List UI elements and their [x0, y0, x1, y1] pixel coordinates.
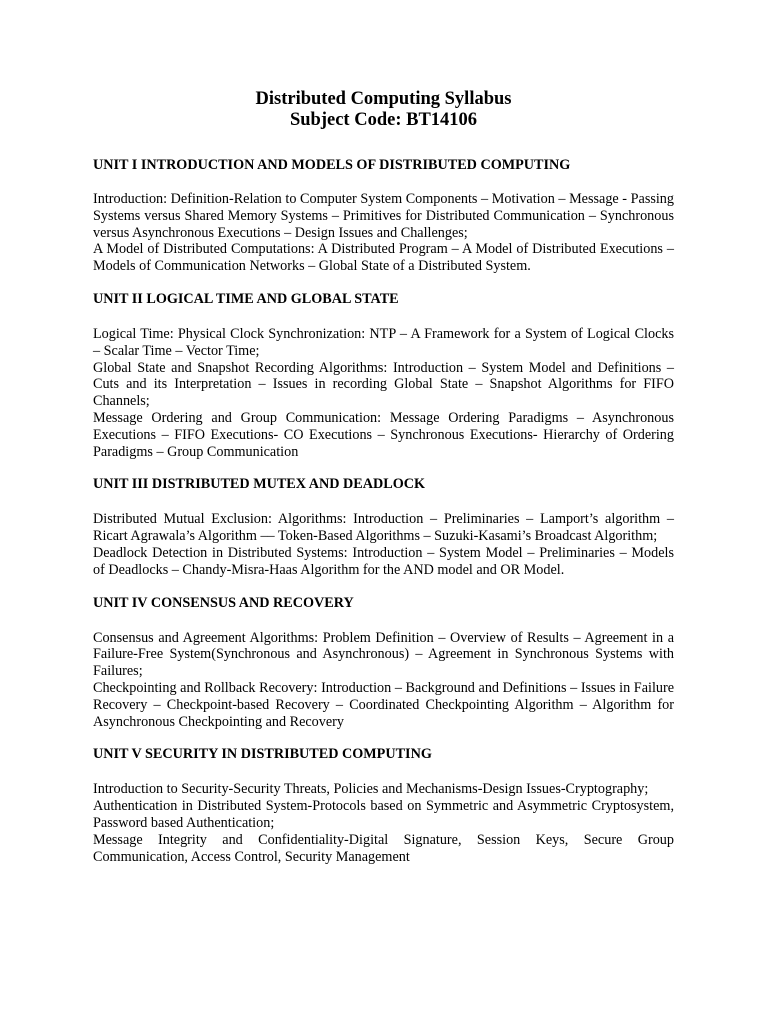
unit-body: [93, 781, 674, 865]
subject-code: Subject Code: BT14106: [289, 110, 478, 130]
unit-paragraph: Deadlock Detection in Distributed Systems: Introduction – System Model – Preliminaries – Models of Deadlocks – Chandy-Misra-Haas Algorithm for the AND model and OR Model.: [93, 544, 674, 578]
unit-paragraph: Checkpointing and Rollback Recovery: Introduction – Background and Definitions – Issues in Failure Recovery – Checkpoint-based Recovery – Coordinated Checkpointing Algorithm – Algorithm for Asynchronous Checkpointing and Recovery: [93, 679, 674, 730]
unit-paragraph: Consensus and Agreement Algorithms: Problem Definition – Overview of Results – Agreement in a Failure-Free System(Synchronous and Asynchronous) – Agreement in Synchronous Systems with Failures;: [93, 629, 674, 680]
unit-heading: UNIT IV CONSENSUS AND RECOVERY: [93, 594, 354, 611]
unit-heading: UNIT I INTRODUCTION AND MODELS OF DISTRIBUTED COMPUTING: [93, 157, 571, 173]
unit-paragraph: Introduction: Definition-Relation to Computer System Components – Motivation – Message - Passing Systems versus Shared Memory Systems – Primitives for Distributed Communication – Synchronous versus Asynchronous Executions – Design Issues and Challenges;: [93, 191, 674, 241]
unit-paragraph: A Model of Distributed Computations: A Distributed Program – A Model of Distributed Executions – Models of Communication Networks – Global State of a Distributed System.: [93, 241, 674, 275]
unit-paragraph: Message Integrity and Confidentiality-Digital Signature, Session Keys, Secure Group Communication, Access Control, Security Management: [93, 831, 674, 865]
unit-body: [93, 191, 674, 275]
unit-body: [93, 511, 674, 578]
unit-body: [93, 630, 674, 731]
unit-paragraph: Distributed Mutual Exclusion: Algorithms: Introduction – Preliminaries – Lamport’s algorithm – Ricart Agrawala’s Algorithm –– Token-Based Algorithms – Suzuki-Kasami’s Broadcast Algorithm;: [93, 511, 674, 545]
unit-heading: UNIT II LOGICAL TIME AND GLOBAL STATE: [93, 290, 399, 307]
unit-paragraph: Authentication in Distributed System-Protocols based on Symmetric and Asymmetric Cryptosystem, Password based Authentication;: [93, 798, 674, 831]
unit-heading: UNIT III DISTRIBUTED MUTEX AND DEADLOCK: [93, 476, 426, 493]
unit-heading: UNIT V SECURITY IN DISTRIBUTED COMPUTING: [93, 746, 432, 763]
document-title: Distributed Computing Syllabus: [255, 89, 512, 109]
unit-paragraph: Global State and Snapshot Recording Algorithms: Introduction – System Model and Definitions – Cuts and its Interpretation – Issues in recording Global State – Snapshot Algorithms for FIFO Channels;: [93, 359, 674, 410]
unit-paragraph: Message Ordering and Group Communication: Message Ordering Paradigms – Asynchronous Executions – FIFO Executions- CO Executions – Synchronous Executions- Hierarchy of Ordering Paradigms – Group Communication: [93, 409, 674, 460]
unit-paragraph: Logical Time: Physical Clock Synchronization: NTP – A Framework for a System of Logical Clocks – Scalar Time – Vector Time;: [93, 325, 674, 359]
document-page: [93, 89, 674, 865]
unit-paragraph: Introduction to Security-Security Threats, Policies and Mechanisms-Design Issues-Cryptography;: [93, 781, 649, 798]
unit-body: [93, 326, 674, 460]
